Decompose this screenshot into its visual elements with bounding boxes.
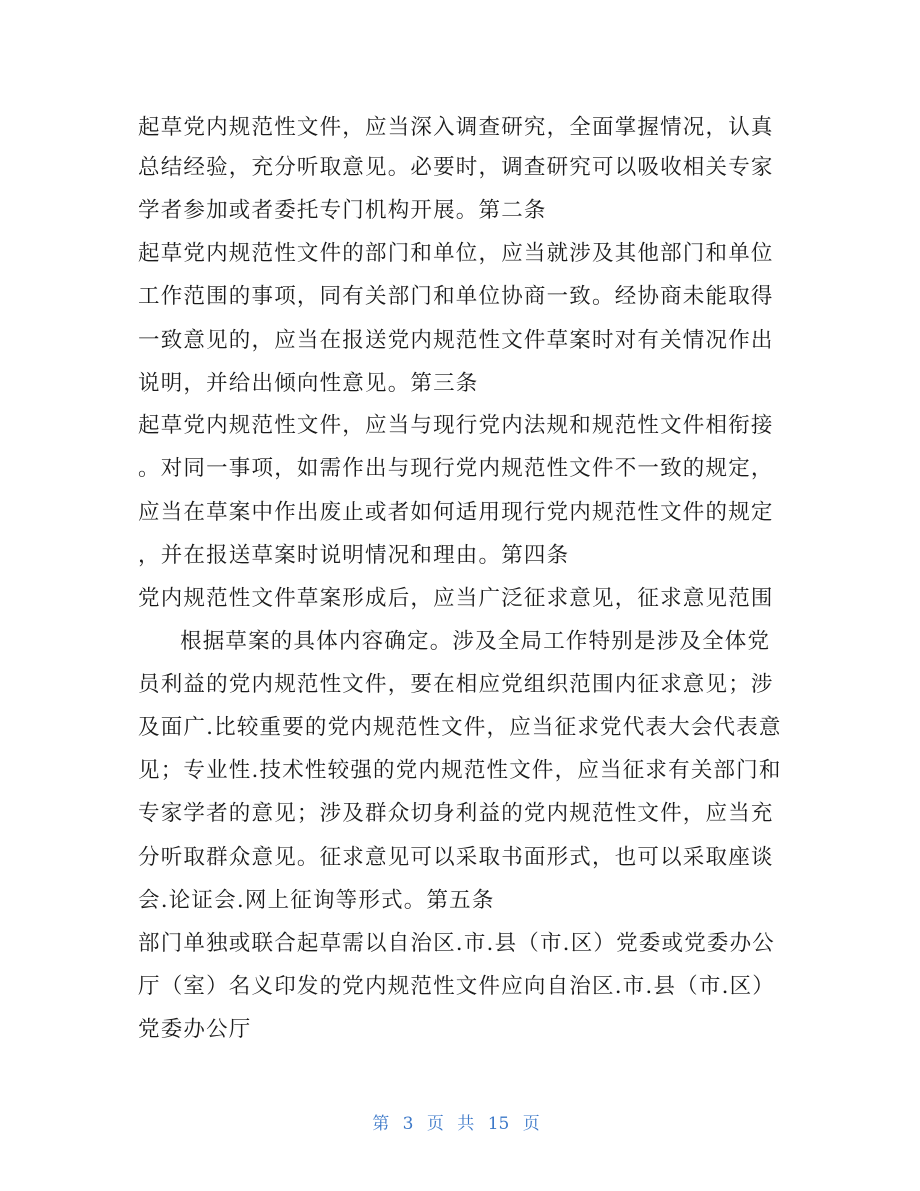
text-line: 起草党内规范性文件，应当与现行党内法规和规范性文件相衔接 bbox=[138, 413, 774, 438]
text-line: 工作范围的事项，同有关部门和单位协商一致。经协商未能取得 bbox=[138, 284, 774, 309]
page-footer bbox=[0, 1112, 920, 1136]
text-line: 。对同一事项，如需作出与现行党内规范性文件不一致的规定， bbox=[138, 456, 774, 481]
page-label-prefix: 第 bbox=[372, 1114, 390, 1134]
text-line: 总结经验，充分听取意见。必要时，调查研究可以吸收相关专家 bbox=[138, 155, 774, 180]
text-line: ，并在报送草案时说明情况和理由。第四条 bbox=[138, 543, 570, 568]
text-line: 及面广.比较重要的党内规范性文件，应当征求党代表大会代表意 bbox=[138, 715, 782, 740]
text-line: 分听取群众意见。征求意见可以采取书面形式，也可以采取座谈 bbox=[138, 845, 774, 870]
page-label-suffix: 页 bbox=[522, 1114, 540, 1134]
current-page-number: 3 bbox=[402, 1114, 414, 1134]
text-line: 说明，并给出倾向性意见。第三条 bbox=[138, 371, 479, 396]
page-label-mid: 页 bbox=[426, 1114, 444, 1134]
text-line: 起草党内规范性文件的部门和单位，应当就涉及其他部门和单位 bbox=[138, 241, 774, 266]
text-line: 根据草案的具体内容确定。涉及全局工作特别是涉及全体党 bbox=[180, 629, 771, 654]
text-line: 会.论证会.网上征询等形式。第五条 bbox=[138, 888, 495, 913]
text-line: 起草党内规范性文件，应当深入调查研究，全面掌握情况，认真 bbox=[138, 115, 774, 140]
text-line: 应当在草案中作出废止或者如何适用现行党内规范性文件的规定 bbox=[138, 500, 774, 525]
text-line: 见；专业性.技术性较强的党内规范性文件，应当征求有关部门和 bbox=[138, 758, 782, 783]
text-line: 部门单独或联合起草需以自治区.市.县（市.区）党委或党委办公 bbox=[138, 931, 776, 956]
total-label: 共 bbox=[457, 1114, 475, 1134]
text-line: 员利益的党内规范性文件，要在相应党组织范围内征求意见；涉 bbox=[138, 672, 774, 697]
text-line: 厅（室）名义印发的党内规范性文件应向自治区.市.县（市.区） bbox=[138, 974, 776, 999]
text-line: 一致意见的，应当在报送党内规范性文件草案时对有关情况作出 bbox=[138, 328, 774, 353]
text-line: 党委办公厅 bbox=[138, 1017, 252, 1042]
text-line: 党内规范性文件草案形成后，应当广泛征求意见，征求意见范围 bbox=[138, 586, 774, 611]
text-line: 专家学者的意见；涉及群众切身利益的党内规范性文件，应当充 bbox=[138, 801, 774, 826]
total-pages-number: 15 bbox=[487, 1114, 510, 1134]
text-line: 学者参加或者委托专门机构开展。第二条 bbox=[138, 198, 547, 223]
